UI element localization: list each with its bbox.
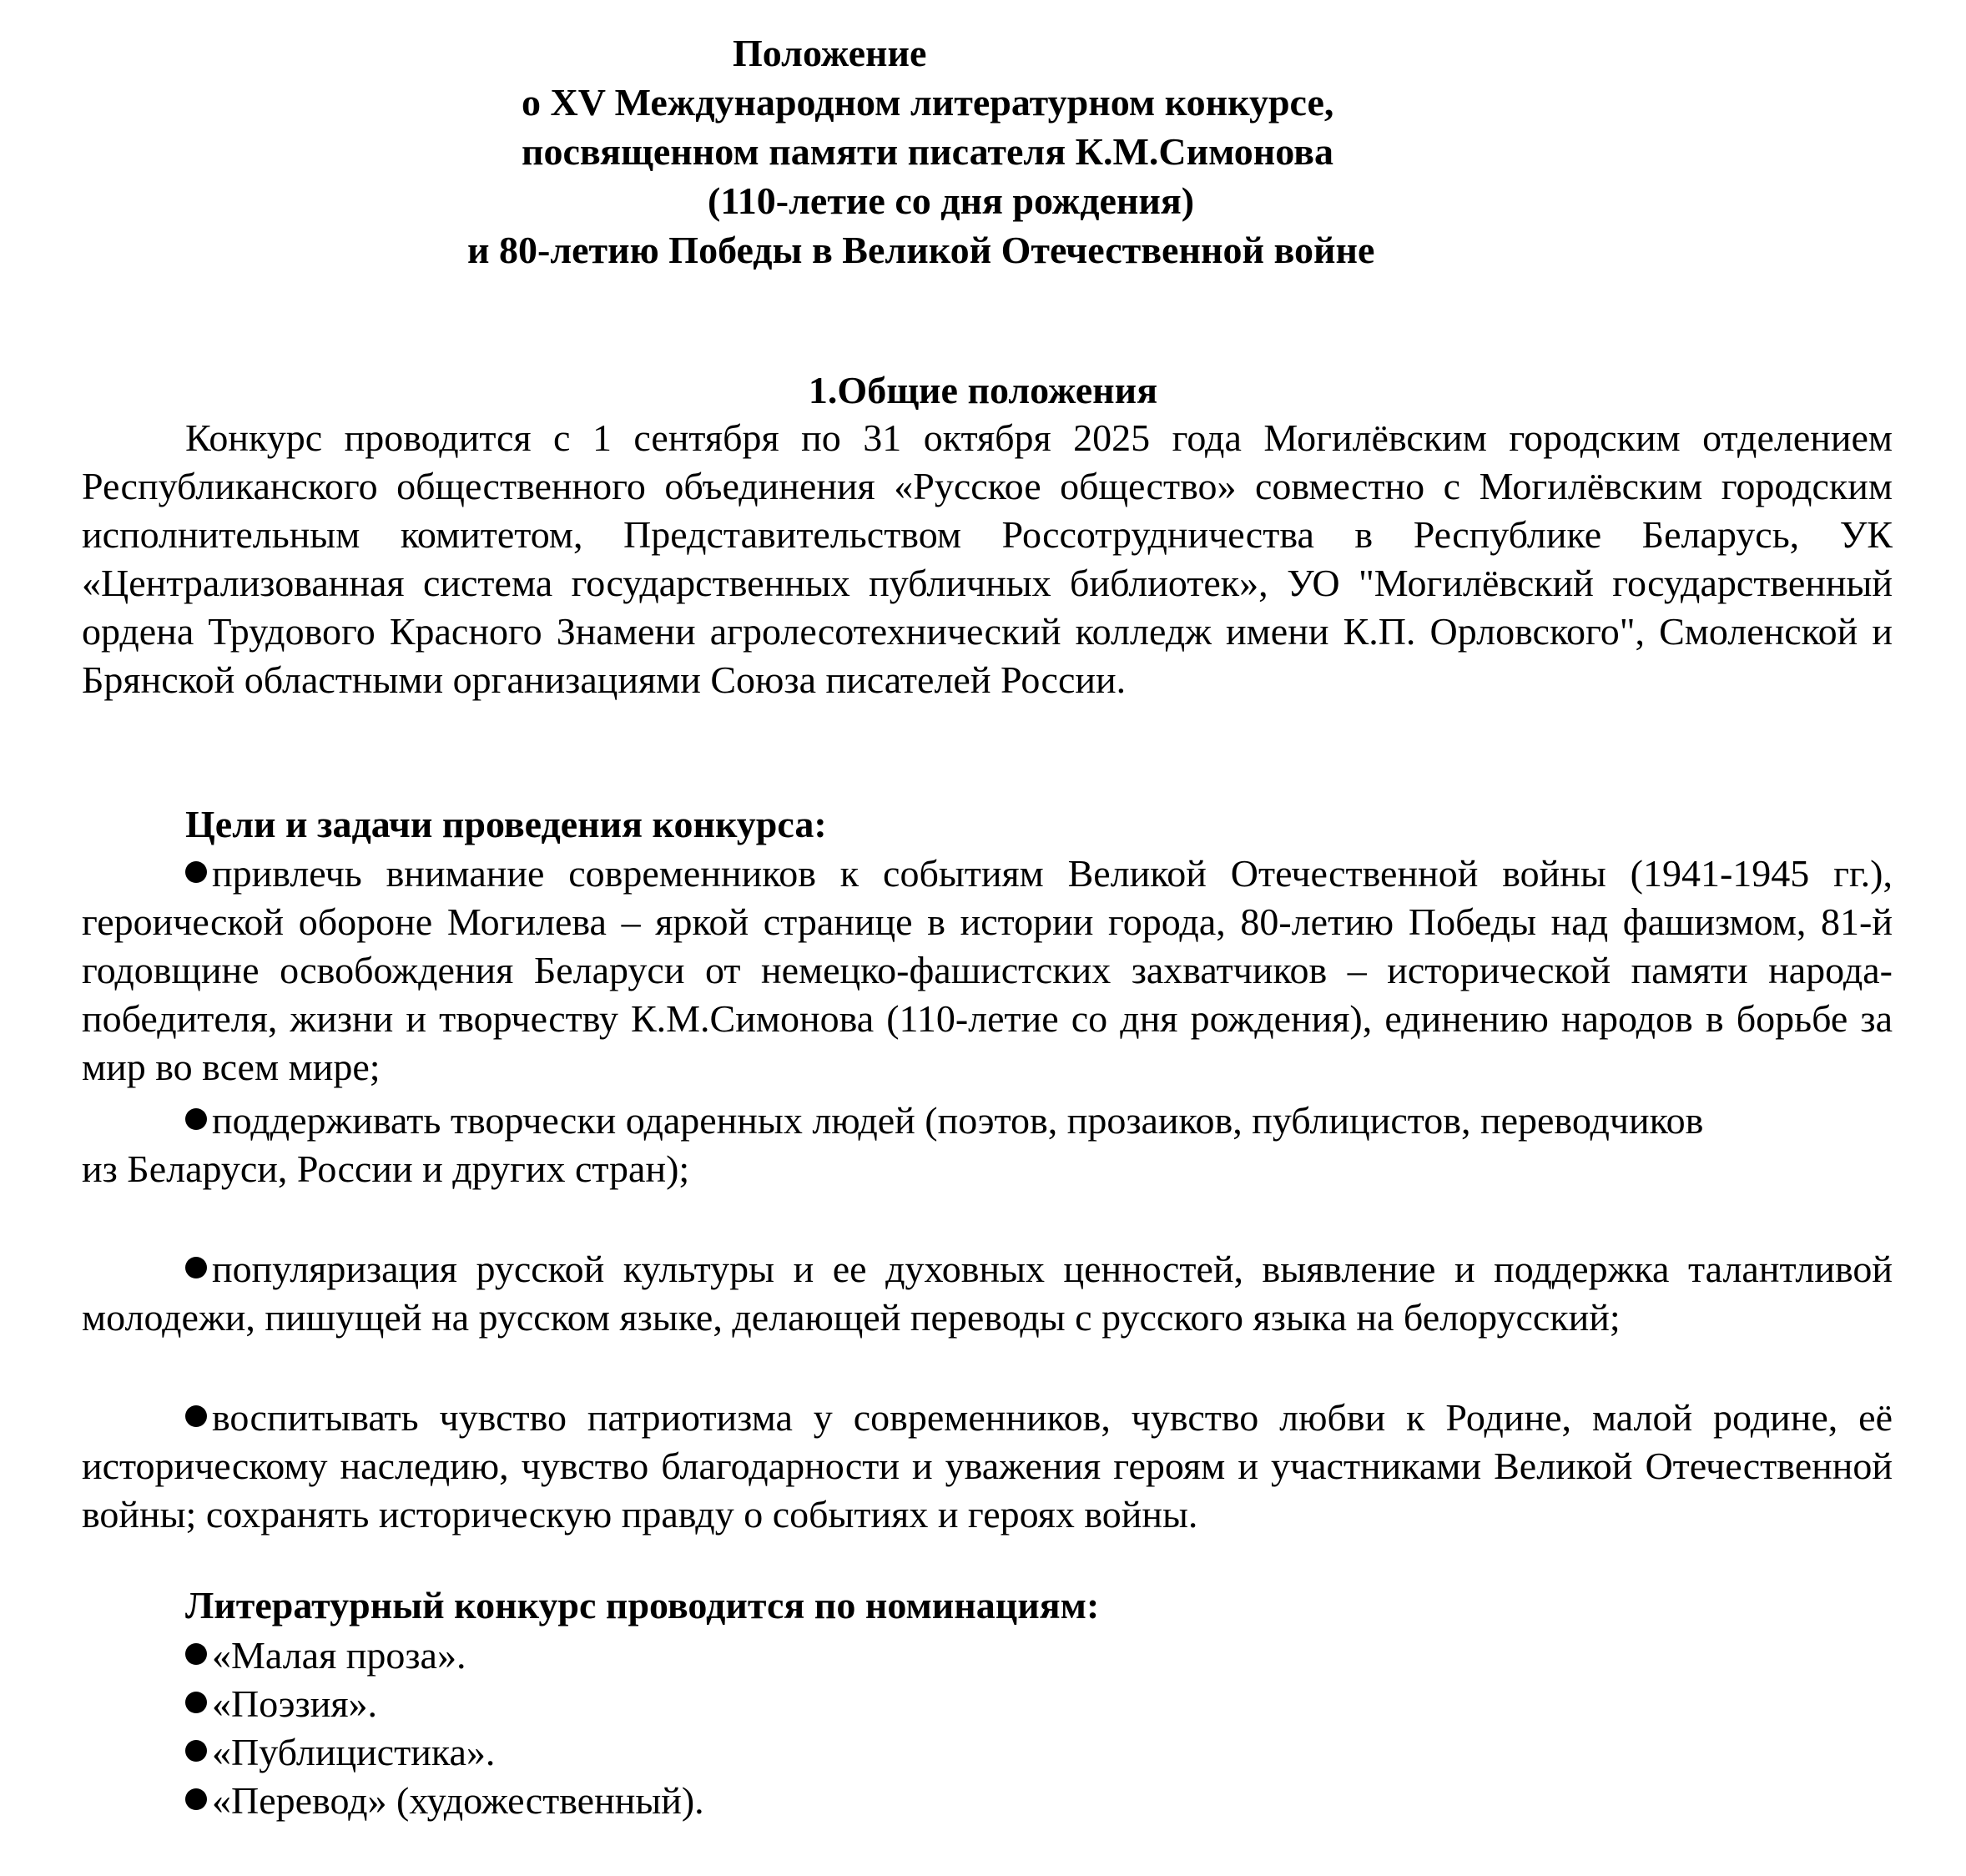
bullet-icon — [185, 1788, 207, 1810]
nomination-item — [185, 1679, 377, 1729]
goal-item — [82, 1394, 1893, 1539]
goal-item — [82, 850, 1893, 1092]
nomination-item — [185, 1776, 704, 1826]
document-title-line-4: (110-летие со дня рождения) — [708, 179, 1195, 222]
nomination-item-text: «Малая проза». — [212, 1634, 466, 1677]
goal-item-text: популяризация русской культуры и ее духовных ценностей, выявление и поддержка талантливой молодежи, пишущей на русском языке, делающей переводы с русского языка на белорусский; — [82, 1248, 1893, 1339]
goal-item — [82, 1245, 1893, 1342]
document-title-line-5: и 80-летию Победы в Великой Отечественной войне — [467, 229, 1375, 271]
document-title-line-1: Положение — [733, 32, 927, 74]
goal-item-text-continuation: из Беларуси, России и других стран); — [82, 1147, 690, 1190]
goals-heading: Цели и задачи проведения конкурса: — [185, 803, 827, 845]
goal-item-text: поддерживать творчески одаренных людей (поэтов, прозаиков, публицистов, переводчиков — [212, 1099, 1704, 1142]
section-heading-text: 1.Общие положения — [808, 369, 1158, 411]
goal-item — [82, 1097, 1893, 1193]
nomination-item-text: «Публицистика». — [212, 1731, 496, 1773]
bullet-icon — [185, 1643, 207, 1665]
document-title-line-2: о XV Международном литературном конкурсе, — [522, 81, 1334, 124]
bullet-icon — [185, 861, 207, 883]
nomination-item — [185, 1727, 495, 1778]
intro-paragraph: Конкурс проводится с 1 сентября по 31 октября 2025 года Могилёвским городским отделением Республиканского общественного объединения «Русское общество» совместно с Могилёвским городским исполнительным комитетом, Представительством Россотрудничества в Республике Беларусь, УК «Централизованная система государственных публичных библиотек», УО "Могилёвский государственный ордена Трудового Красного Знамени агролесотехнический колледж имени К.П. Орловского", Смоленской и Брянской областными организациями Союза писателей России. — [82, 416, 1893, 701]
nominations-heading: Литературный конкурс проводится по номинациям: — [185, 1584, 1100, 1626]
nomination-item-text: «Поэзия». — [212, 1682, 377, 1725]
goal-item-text: привлечь внимание современников к событиям Великой Отечественной войны (1941-1945 гг.), героической обороне Могилева – яркой странице в истории города, 80-летию Победы над фашизмом, 81-й годовщине освобождения Беларуси от немецко-фашистских захватчиков – исторической памяти народа-победителя, жизни и творчеству К.М.Симонова (110-летие со дня рождения), единению народов в борьбе за мир во всем мире; — [82, 852, 1893, 1088]
bullet-icon — [185, 1257, 207, 1278]
nomination-item-text: «Перевод» (художественный). — [212, 1779, 704, 1822]
bullet-icon — [185, 1108, 207, 1130]
bullet-icon — [185, 1740, 207, 1762]
document-title-line-3: посвященном памяти писателя К.М.Симонова — [522, 130, 1334, 173]
bullet-icon — [185, 1692, 207, 1713]
nomination-item — [185, 1631, 466, 1681]
bullet-icon — [185, 1405, 207, 1427]
section-heading-general — [0, 366, 1966, 416]
goal-item-text: воспитывать чувство патриотизма у современников, чувство любви к Родине, малой родине, её историческому наследию, чувство благодарности и уважения героям и участниками Великой Отечественной войны; сохранять историческую правду о событиях и героях войны. — [82, 1396, 1893, 1536]
